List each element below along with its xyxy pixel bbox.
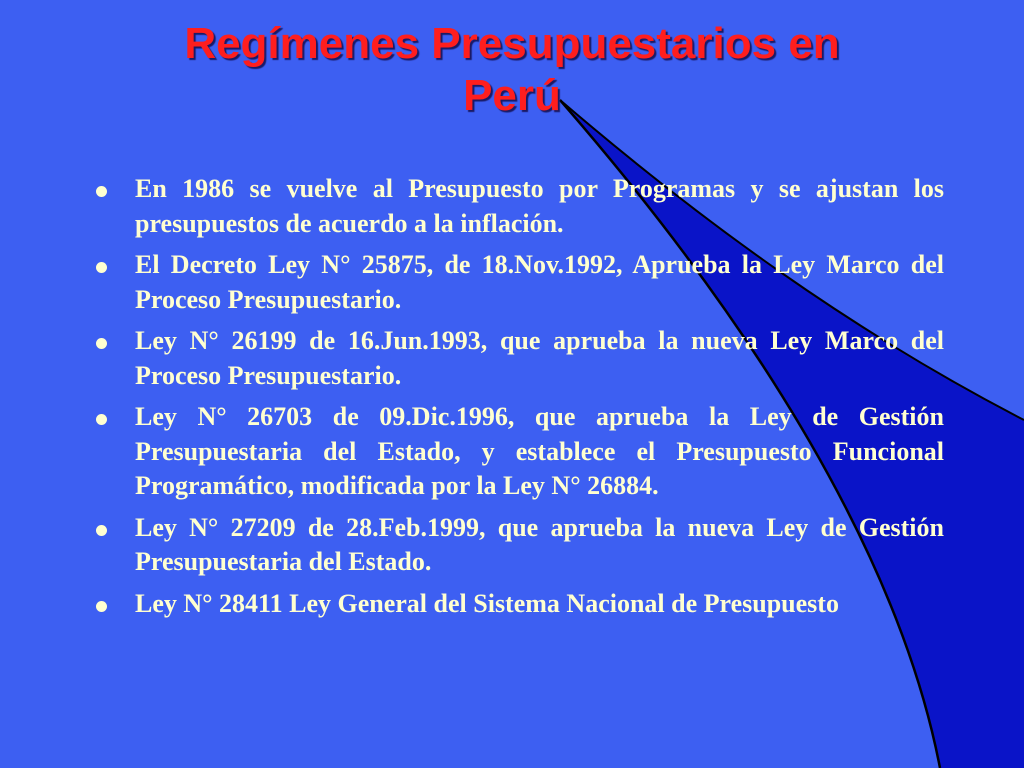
bullet-item [96, 172, 944, 241]
bullet-item [96, 587, 944, 622]
bullet-item [96, 511, 944, 580]
bullet-text: En 1986 se vuelve al Presupuesto por Programas y se ajustan los presupuestos de acuerdo a la inflación. [135, 174, 944, 238]
bullet-text: Ley N° 28411 Ley General del Sistema Nacional de Presupuesto [135, 588, 839, 618]
bullet-list [96, 172, 944, 628]
bullet-text: Ley N° 27209 de 28.Feb.1999, que aprueba la nueva Ley de Gestión Presupuestaria del Estado. [135, 512, 944, 576]
slide-title [0, 18, 1024, 122]
bullet-dot-icon [96, 262, 107, 273]
title-line-1: Regímenes Presupuestarios en [184, 19, 840, 68]
bullet-text: Ley N° 26703 de 09.Dic.1996, que aprueba la Ley de Gestión Presupuestaria del Estado, y establece el Presupuesto Funcional Programático, modificada por la Ley N° 26884. [135, 402, 944, 500]
bullet-dot-icon [96, 414, 107, 425]
bullet-text: Ley N° 26199 de 16.Jun.1993, que aprueba la nueva Ley Marco del Proceso Presupuestario. [135, 326, 944, 390]
bullet-item [96, 400, 944, 504]
bullet-dot-icon [96, 338, 107, 349]
bullet-dot-icon [96, 601, 107, 612]
bullet-dot-icon [96, 525, 107, 536]
bullet-dot-icon [96, 186, 107, 197]
bullet-item [96, 248, 944, 317]
title-line-2: Perú [463, 71, 561, 120]
bullet-text: El Decreto Ley N° 25875, de 18.Nov.1992, Aprueba la Ley Marco del Proceso Presupuestario. [135, 250, 944, 314]
bullet-item [96, 324, 944, 393]
